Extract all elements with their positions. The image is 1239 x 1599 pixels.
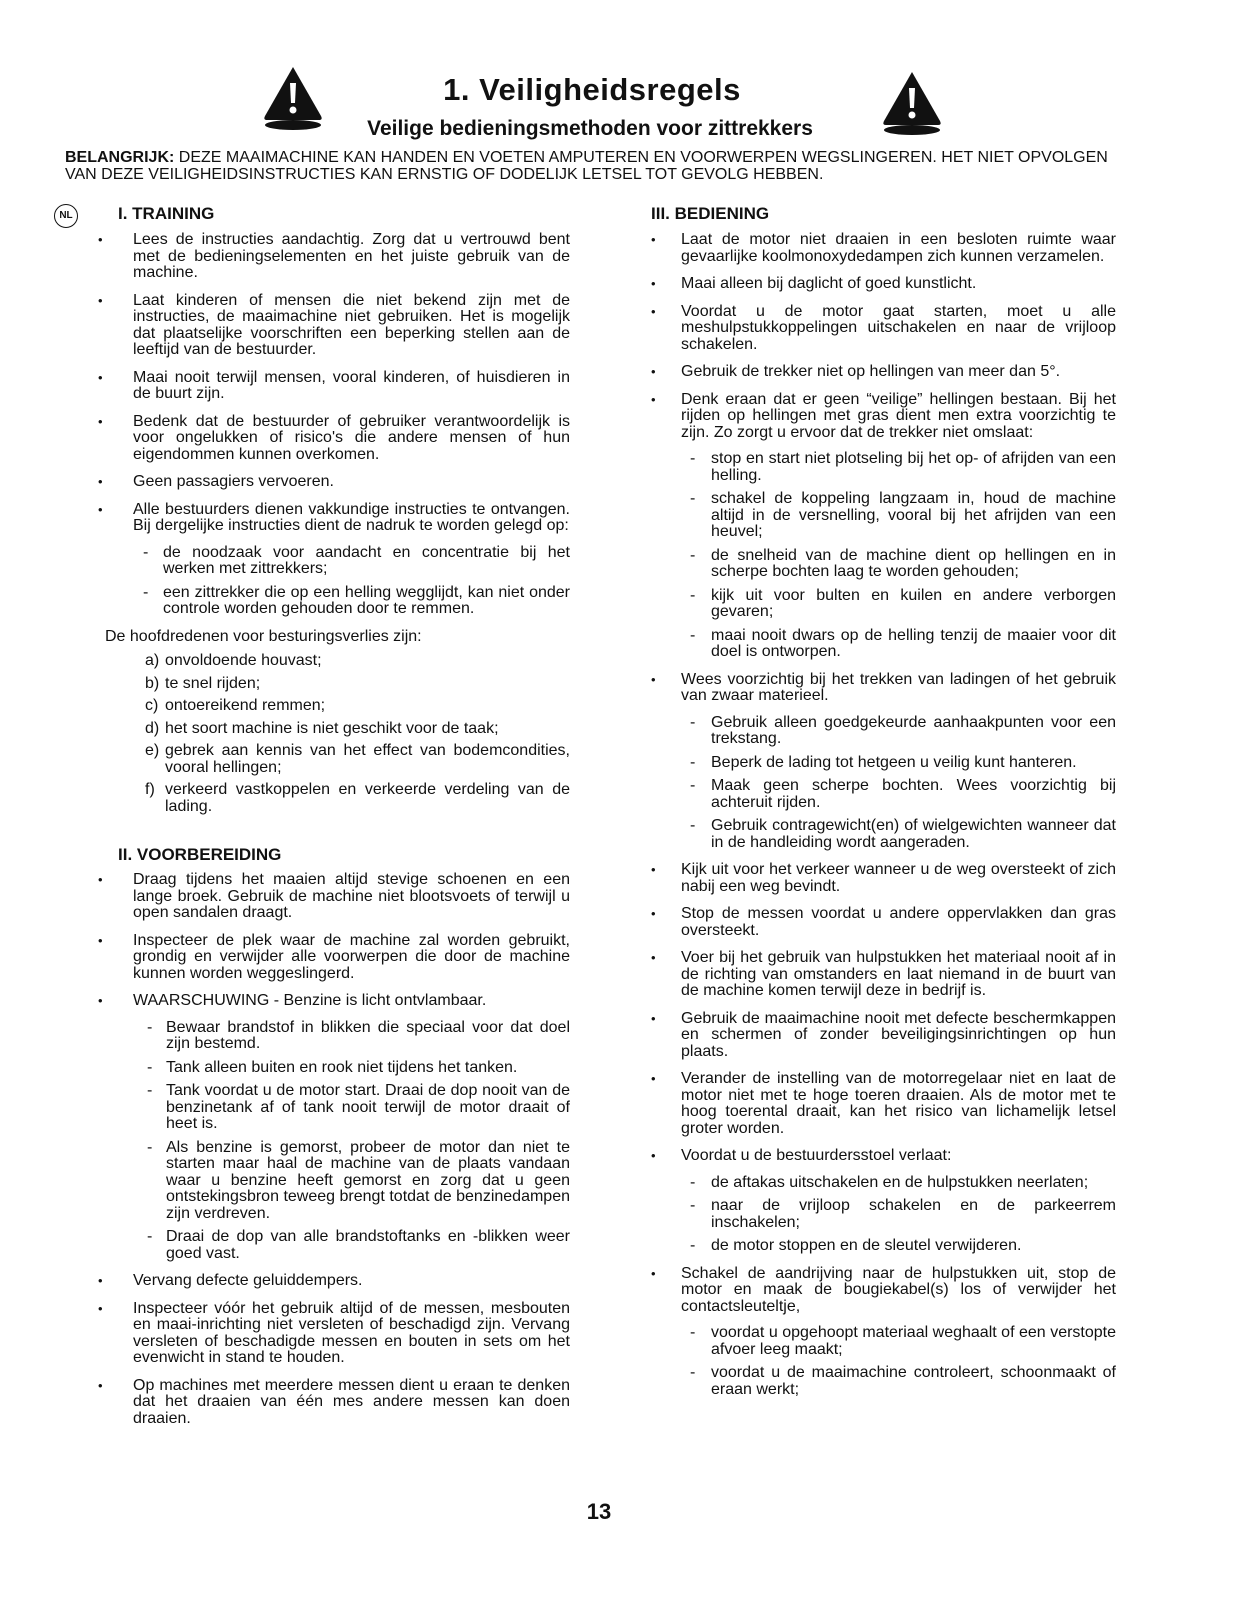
bediening-item bbox=[648, 392, 1116, 661]
cause-label: e) bbox=[145, 742, 160, 759]
bediening-item: • Laat de motor niet draaien in een besloten ruimte waar gevaarlijke koolmonoxydedampen zich kunnen verzamelen. bbox=[648, 232, 1116, 265]
maintenance-intro: Schakel de aandrijving naar de hulpstukken uit, stop de motor en maak de bougiekabel(s) los of verwijder het contactsleuteltje, bbox=[681, 1264, 1116, 1315]
training-item: • Bedenk dat de bestuurder of gebruiker verantwoordelijk is voor ongelukken of risico's die andere mensen of hun eigendommen kunnen overkomen. bbox=[95, 414, 570, 464]
training-list bbox=[95, 232, 570, 618]
load-rule: - Maak geen scherpe bochten. Wees voorzichtig bij achteruit rijden. bbox=[690, 778, 1116, 811]
slope-rule: - kijk uit voor bulten en kuilen en andere verborgen gevaren; bbox=[690, 588, 1116, 621]
important-notice bbox=[65, 149, 1120, 183]
warning-icon bbox=[881, 69, 943, 142]
cause-item bbox=[145, 721, 570, 738]
fuel-rule: - Bewaar brandstof in blikken die speciaal voor dat doel zijn bestemd. bbox=[147, 1020, 570, 1053]
leave-seat-intro: Voordat u de bestuurdersstoel verlaat: bbox=[681, 1147, 952, 1164]
training-item: • Geen passagiers vervoeren. bbox=[95, 474, 570, 491]
load-warning: Wees voorzichtig bij het trekken van ladingen of het gebruik van zwaar materieel. bbox=[681, 670, 1116, 704]
cause-text: onvoldoende houvast; bbox=[165, 652, 322, 669]
training-item bbox=[95, 502, 570, 618]
right-column bbox=[648, 204, 1116, 1398]
slope-rule: - maai nooit dwars op de helling tenzij de maaier voor dit doel is ontworpen. bbox=[690, 628, 1116, 661]
cause-label: a) bbox=[145, 652, 160, 669]
bediening-list bbox=[648, 232, 1116, 1398]
bediening-item bbox=[648, 672, 1116, 852]
slope-rule: - schakel de koppeling langzaam in, houd de machine altijd in de versnelling, vooral bij het afrijden van een heuvel; bbox=[690, 491, 1116, 541]
section-heading-training: I. TRAINING bbox=[118, 204, 215, 223]
cause-text: verkeerd vastkoppelen en verkeerde verdeling van de lading. bbox=[165, 781, 570, 815]
voorbereiding-item bbox=[95, 993, 570, 1262]
load-rule: - Gebruik alleen goedgekeurde aanhaakpunten voor een trekstang. bbox=[690, 715, 1116, 748]
cause-label: c) bbox=[145, 697, 159, 714]
bediening-item: • Kijk uit voor het verkeer wanneer u de weg oversteekt of zich nabij een weg bevindt. bbox=[648, 862, 1116, 895]
training-item: • Maai nooit terwijl mensen, vooral kinderen, of huisdieren in de buurt zijn. bbox=[95, 370, 570, 403]
fuel-rule: - Tank alleen buiten en rook niet tijdens het tanken. bbox=[147, 1060, 570, 1077]
cause-item bbox=[145, 743, 570, 776]
notice-label: BELANGRIJK: bbox=[65, 149, 175, 166]
cause-label: b) bbox=[145, 674, 160, 692]
voorbereiding-item: • Draag tijdens het maaien altijd stevige schoenen en een lange broek. Gebruik de machine niet blootsvoets of terwijl u open sandalen draagt. bbox=[95, 872, 570, 922]
leave-seat-steps bbox=[690, 1175, 1116, 1255]
bediening-item bbox=[648, 1148, 1116, 1255]
maintenance-cases bbox=[690, 1325, 1116, 1398]
cause-label: d) bbox=[145, 719, 160, 737]
cause-text: te snel rijden; bbox=[165, 674, 261, 692]
left-column bbox=[95, 204, 570, 1427]
load-rules-list bbox=[690, 715, 1116, 852]
slope-warning: Denk eraan dat er geen “veilige” hellingen bestaan. Bij het rijden op hellingen met gras dient men extra voorzichtig te zijn. Zo zorgt u ervoor dat de trekker niet omslaat: bbox=[681, 390, 1116, 441]
cause-item bbox=[145, 698, 570, 715]
cause-label: f) bbox=[145, 781, 155, 798]
focus-point: - een zittrekker die op een helling wegglijdt, kan niet onder controle worden gehouden door te remmen. bbox=[143, 585, 570, 618]
voorbereiding-item: • Op machines met meerdere messen dient u eraan te denken dat het draaien van één mes andere messen kan doen draaien. bbox=[95, 1378, 570, 1428]
training-focus-list bbox=[143, 545, 570, 618]
training-item: • Lees de instructies aandachtig. Zorg dat u vertrouwd bent met de bedieningselementen en het juiste gebruik van de machine. bbox=[95, 232, 570, 282]
voorbereiding-list bbox=[95, 872, 570, 1427]
load-rule: - Beperk de lading tot hetgeen u veilig kunt hanteren. bbox=[690, 755, 1116, 772]
section-heading-voorbereiding: II. VOORBEREIDING bbox=[118, 845, 282, 864]
fuel-rules-list bbox=[147, 1020, 570, 1263]
cause-text: gebrek aan kennis van het effect van bodemcondities, vooral hellingen; bbox=[165, 742, 570, 776]
cause-item bbox=[145, 782, 570, 815]
voorbereiding-item: • Vervang defecte geluiddempers. bbox=[95, 1273, 570, 1290]
voorbereiding-item: • Inspecteer vóór het gebruik altijd of de messen, mesbouten en maai-inrichting niet versleten of beschadigd zijn. Vervang versleten of beschadigde messen en bouten in sets om het evenwicht in stand te houden. bbox=[95, 1301, 570, 1367]
cause-item bbox=[145, 653, 570, 670]
bediening-item bbox=[648, 1266, 1116, 1399]
fuel-rule: - Draai de dop van alle brandstoftanks en -blikken weer goed vast. bbox=[147, 1229, 570, 1262]
leave-seat-step: - naar de vrijloop schakelen en de parkeerrem inschakelen; bbox=[690, 1198, 1116, 1231]
bediening-item: • Gebruik de maaimachine nooit met defecte beschermkappen en schermen of zonder beveiligingsinrichtingen op hun plaats. bbox=[648, 1011, 1116, 1061]
bediening-item: • Voordat u de motor gaat starten, moet u alle meshulpstukkoppelingen uitschakelen en naar de vrijloop schakelen. bbox=[648, 304, 1116, 354]
loss-of-control-intro: De hoofdredenen voor besturingsverlies zijn: bbox=[105, 627, 422, 645]
slope-rule: - de snelheid van de machine dient op hellingen en in scherpe bochten laag te worden gehouden; bbox=[690, 548, 1116, 581]
notice-text: DEZE MAAIMACHINE KAN HANDEN EN VOETEN AMPUTEREN EN VOORWERPEN WEGSLINGEREN. HET NIET OPVOLGEN VAN DEZE VEILIGHEIDSINSTRUCTIES KAN ERNSTIG OF DODELIJK LETSEL TOT GEVOLG HEBBEN. bbox=[65, 149, 1108, 183]
bediening-item: • Maai alleen bij daglicht of goed kunstlicht. bbox=[648, 276, 1116, 293]
cause-text: ontoereikend remmen; bbox=[165, 697, 326, 714]
slope-rules-list bbox=[690, 451, 1116, 661]
leave-seat-step: - de aftakas uitschakelen en de hulpstukken neerlaten; bbox=[690, 1175, 1116, 1192]
bediening-item: • Verander de instelling van de motorregelaar niet en laat de motor niet met te hoge toeren draaien. Als de motor met te hoog toerental draait, kan het risico van lichamelijk letsel groter worden. bbox=[648, 1071, 1116, 1137]
bediening-item: • Voer bij het gebruik van hulpstukken het materiaal nooit af in de richting van omstanders en laat niemand in de buurt van de machine komen terwijl deze in bedrijf is. bbox=[648, 950, 1116, 1000]
load-rule: - Gebruik contragewicht(en) of wielgewichten wanneer dat in de handleiding wordt aangeraden. bbox=[690, 818, 1116, 851]
bediening-item: • Gebruik de trekker niet op hellingen van meer dan 5°. bbox=[648, 364, 1116, 381]
voorbereiding-item: • Inspecteer de plek waar de machine zal worden gebruikt, grondig en verwijder alle voorwerpen die door de machine kunnen worden weggeslingerd. bbox=[95, 933, 570, 983]
fuel-warning: WAARSCHUWING - Benzine is licht ontvlambaar. bbox=[133, 992, 487, 1009]
bediening-item: • Stop de messen voordat u andere oppervlakken dan gras oversteekt. bbox=[648, 906, 1116, 939]
slope-rule: - stop en start niet plotseling bij het op- of afrijden van een helling. bbox=[690, 451, 1116, 484]
loss-of-control-causes bbox=[145, 653, 570, 815]
training-item: • Laat kinderen of mensen die niet bekend zijn met de instructies, de maaimachine niet gebruiken. Het is mogelijk dat plaatselijke voorschriften een beperking stellen aan de leeftijd van de bestuurder. bbox=[95, 293, 570, 359]
fuel-rule: - Als benzine is gemorst, probeer de motor dan niet te starten maar haal de machine van de plaats vandaan waar u benzine heeft gemorst en zorg dat u geen ontstekingsbron teweeg brengt totdat de benzinedampen zijn verdreven. bbox=[147, 1140, 570, 1223]
fuel-rule: - Tank voordat u de motor start. Draai de dop nooit van de benzinetank af of tank nooit terwijl de motor draait of heet is. bbox=[147, 1083, 570, 1133]
page-title: 1. Veiligheidsregels bbox=[443, 72, 741, 107]
cause-text: het soort machine is niet geschikt voor de taak; bbox=[165, 719, 499, 737]
language-badge: NL bbox=[54, 204, 78, 228]
page-number: 13 bbox=[586, 1499, 612, 1524]
maintenance-case: - voordat u opgehoopt materiaal weghaalt of een verstopte afvoer leeg maakt; bbox=[690, 1325, 1116, 1358]
maintenance-case: - voordat u de maaimachine controleert, schoonmaakt of eraan werkt; bbox=[690, 1365, 1116, 1398]
section-heading-bediening: III. BEDIENING bbox=[651, 204, 770, 223]
page-subtitle: Veilige bedieningsmethoden voor zittrekkers bbox=[367, 117, 813, 140]
leave-seat-step: - de motor stoppen en de sleutel verwijderen. bbox=[690, 1238, 1116, 1255]
focus-point: - de noodzaak voor aandacht en concentratie bij het werken met zittrekkers; bbox=[143, 545, 570, 578]
training-item-text: Alle bestuurders dienen vakkundige instructies te ontvangen. Bij dergelijke instructies dient de nadruk te worden gelegd op: bbox=[133, 500, 570, 534]
cause-item bbox=[145, 676, 570, 693]
